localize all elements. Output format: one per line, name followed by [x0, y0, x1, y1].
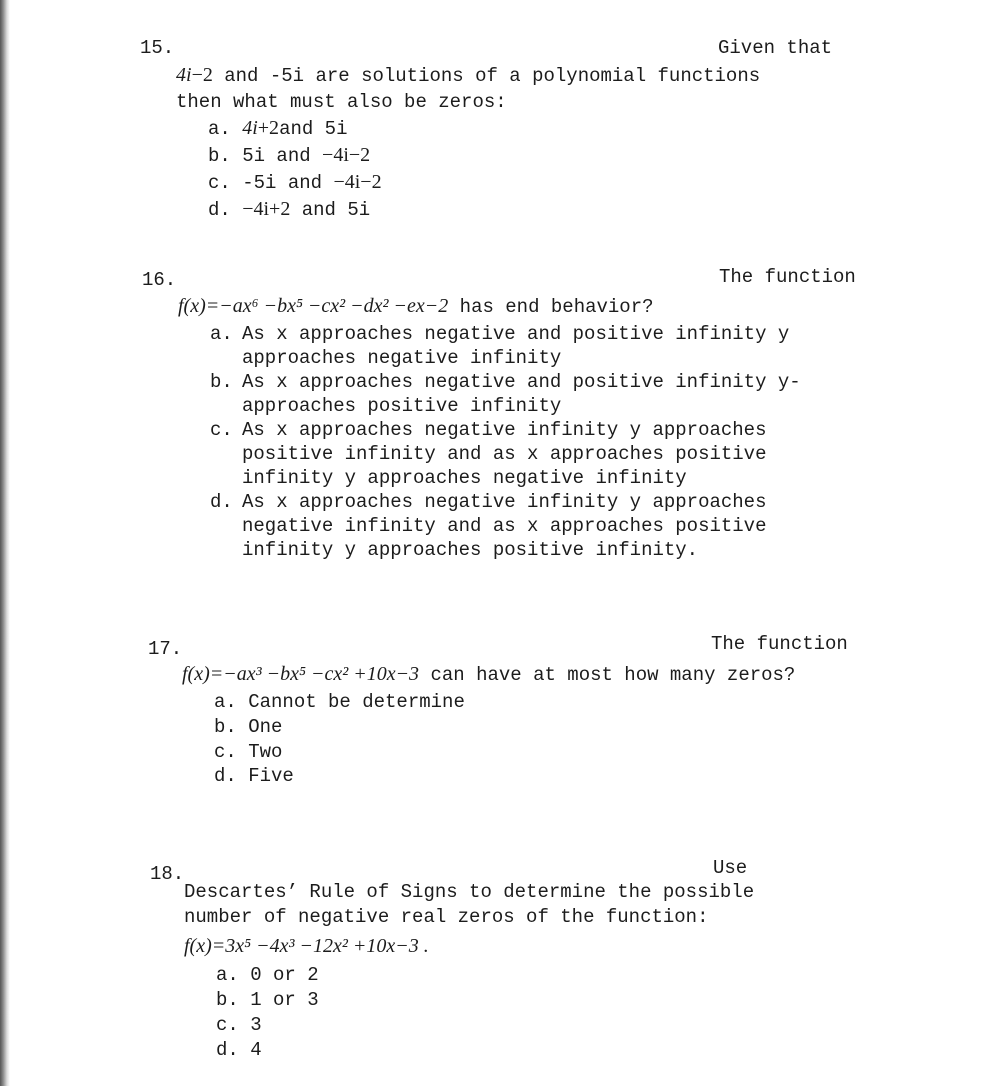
q18-option-d: d. 4	[216, 1039, 262, 1061]
q16-option-b-label: b.	[210, 371, 233, 393]
q15-option-d-label: d.	[208, 199, 231, 221]
q16-option-d-label: d.	[210, 491, 233, 513]
q15-option-c-math: −4i−2	[333, 171, 382, 193]
q15-option-d	[208, 197, 370, 222]
q15-option-b	[208, 143, 370, 168]
q15-option-d-math: −4i+2	[242, 198, 291, 220]
q15-lead: Given that	[718, 37, 833, 59]
q16-option-a-label: a.	[210, 323, 233, 345]
q18-option-a: a. 0 or 2	[216, 964, 319, 986]
q17-option-d: d. Five	[214, 765, 294, 787]
q15-option-c	[208, 170, 382, 195]
q15-option-a	[208, 116, 347, 141]
q16-option-c-label: c.	[210, 419, 233, 441]
q17-function: f(x)=−ax³ −bx⁵ −cx² +10x−3	[182, 663, 420, 685]
q18-function	[184, 934, 429, 959]
q15-option-b-math: −4i−2	[322, 144, 371, 166]
q16-option-c-line3: infinity y approaches negative infinity	[242, 467, 687, 489]
q15-option-a-math1: 4i	[242, 117, 258, 139]
q15-line1-text: and -5i are solutions of a polynomial functions	[212, 65, 761, 87]
q15-option-c-text: -5i and	[242, 172, 323, 194]
q16-option-d-line2: negative infinity and as x approaches positive	[242, 515, 767, 537]
q15-option-d-text: and 5i	[301, 199, 371, 221]
q18-option-c: c. 3	[216, 1014, 262, 1036]
q16-option-a-line1: As x approaches negative and positive infinity y	[242, 323, 790, 345]
q15-line2: then what must also be zeros:	[176, 91, 507, 113]
q15-option-b-label: b.	[208, 145, 231, 167]
q15-line1	[176, 63, 760, 88]
q15-option-c-label: c.	[208, 172, 231, 194]
q17-option-b: b. One	[214, 716, 283, 738]
q16-option-c-line2: positive infinity and as x approaches positive	[242, 443, 767, 465]
q16-stem	[178, 294, 654, 319]
q15-number: 15.	[140, 37, 175, 59]
q15-option-a-math2: +2	[257, 117, 280, 139]
q17-number: 17.	[148, 638, 183, 660]
q16-lead: The function	[719, 266, 856, 288]
q17-stem	[182, 662, 795, 687]
q16-number: 16.	[142, 269, 177, 291]
q15-option-a-label: a.	[208, 118, 231, 140]
q16-option-b-line1: As x approaches negative and positive infinity y-	[242, 371, 801, 393]
q16-option-d-line1: As x approaches negative infinity y approaches	[242, 491, 767, 513]
q15-line1-math-b: −2	[191, 64, 213, 86]
q17-stem-tail: can have at most how many zeros?	[430, 664, 796, 686]
q16-stem-tail: has end behavior?	[459, 296, 654, 318]
q15-option-b-text: 5i and	[242, 145, 311, 167]
q18-line1: Descartes’ Rule of Signs to determine the possible	[184, 881, 755, 903]
q18-function-math: f(x)=3x⁵ −4x³ −12x² +10x−3 .	[184, 935, 429, 957]
q18-line2: number of negative real zeros of the function:	[184, 906, 709, 928]
q15-line1-math-a: 4i	[176, 64, 192, 86]
scan-edge	[0, 0, 10, 1086]
q16-function: f(x)=−ax⁶ −bx⁵ −cx² −dx² −ex−2	[178, 295, 449, 317]
q16-option-a-line2: approaches negative infinity	[242, 347, 562, 369]
q16-option-d-line3: infinity y approaches positive infinity.	[242, 539, 699, 561]
q18-lead: Use	[713, 857, 748, 879]
q17-option-c: c. Two	[214, 741, 283, 763]
q18-option-b: b. 1 or 3	[216, 989, 319, 1011]
q16-option-c-line1: As x approaches negative infinity y approaches	[242, 419, 767, 441]
q16-option-b-line2: approaches positive infinity	[242, 395, 562, 417]
q18-number: 18.	[150, 863, 185, 885]
q15-option-a-text: and 5i	[279, 118, 348, 140]
q17-option-a: a. Cannot be determine	[214, 691, 465, 713]
q17-lead: The function	[711, 633, 848, 655]
